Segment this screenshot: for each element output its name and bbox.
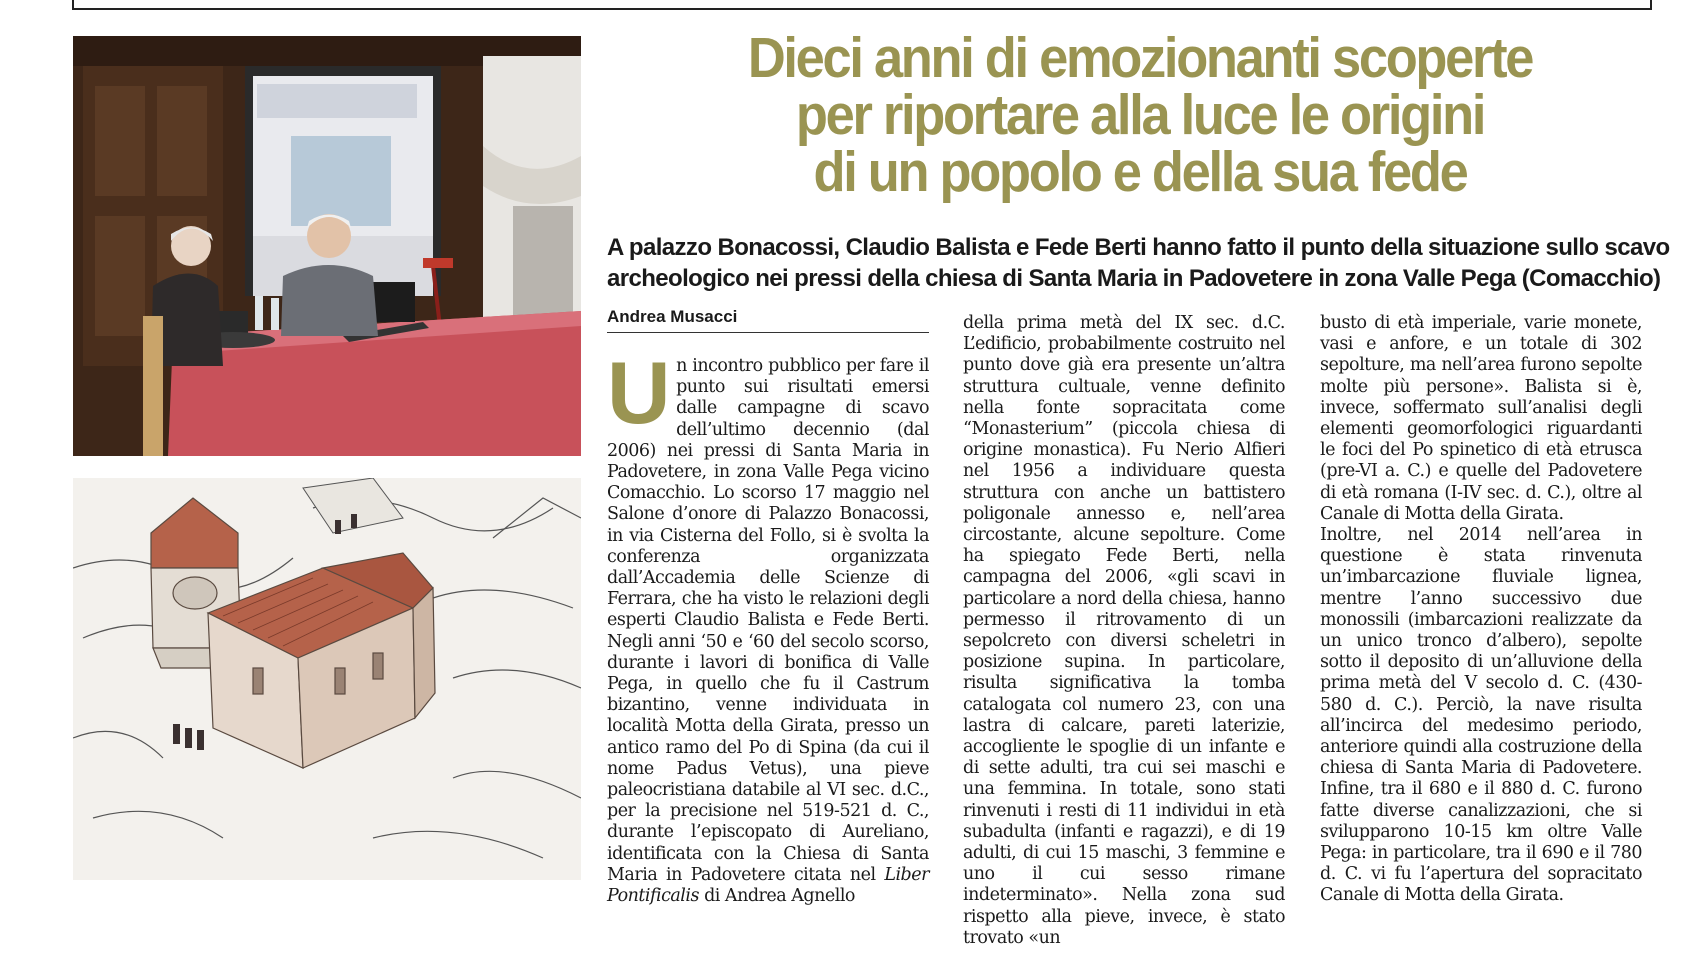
- author-byline: Andrea Musacci: [607, 306, 929, 333]
- column-1-tail: di Andrea Agnello: [699, 886, 855, 907]
- subhead-line-1: A palazzo Bonacossi, Claudio Balista e Fede Berti hanno fatto il punto della situazione sullo scavo: [607, 234, 1670, 261]
- church-reconstruction-drawing: [73, 478, 581, 880]
- headline-line-1: Dieci anni di emozionanti scoperte: [747, 26, 1533, 90]
- article-headline: [662, 26, 1619, 204]
- drop-cap: U: [607, 343, 671, 442]
- column-2-text: della prima metà del IX sec. d.C. L’edificio, probabilmente costruito nel punto dove già era presente un’altra struttura cultuale, venne definito nella fonte sopracitata come “Monasterium” (piccola chiesa di origine monastica). Fu Nerio Alfieri nel 1956 a individuare questa struttura con anche un battistero poligonale annesso e, nell’area circostante, alcune sepolture. Come ha spiegato Fede Berti, nella campagna del 2006, «gli scavi in particolare a nord della chiesa, hanno permesso il ritrovamento di un sepolcreto con diversi scheletri in posizione supina. In particolare, risulta significativa la tomba catalogata col numero 23, con una lastra di calcare, pareti laterizie, accogliente le spoglie di un infante e di sette adulti, tra cui sei maschi e una femmina. In totale, sono stati rinvenuti i resti di 11 individui in età subadulta (infanti e ragazzi), e di 19 adulti, di cui 15 maschi, 3 femmine e uno il cui sesso rimane indeterminato». Nella zona sud rispetto alla pieve, invece, è stato trovato «un: [963, 313, 1285, 948]
- top-frame-border: [72, 0, 1652, 10]
- column-3-paragraph-2: Inoltre, nel 2014 nell’area in questione è stata rinvenuta un’imbarcazione fluviale lignea, mentre l’anno successivo due monossili (imbarcazioni realizzate da un unico tronco d’albero), sepolte sotto il deposito di un’alluvione della prima metà del V secolo d. C. (430-580 d. C.). Perciò, la nave risulta all’incirca del medesimo periodo, anteriore quindi alla costruzione della chiesa di Santa Maria di Padovetere. Infine, tra il 680 e il 880 d. C. furono fatte diverse canalizzazioni, che si svilupparono 10-15 km oltre Valle Pega: in particolare, tra il 690 e il 780 d. C. vi fu l’apertura del sopracitato Canale di Motta della Girata.: [1320, 525, 1642, 906]
- article-column-1: [607, 343, 929, 907]
- column-3-paragraph-1: busto di età imperiale, varie monete, vasi e anfore, e un totale di 302 sepolture, ma nell’area furono sepolte molte più persone». Balista si è, invece, soffermato sull’analisi degli elementi geomorfologici riguardanti le foci del Po spinetico di età etrusca (pre-VI a. C.) e quelle del Padovetere di età romana (I-IV sec. d. C.), oltre al Canale di Motta della Girata.: [1320, 313, 1642, 524]
- liber-pontificalis-title: Liber Pontificalis: [607, 864, 929, 907]
- article-subheadline: [607, 232, 1670, 294]
- article-column-2: [963, 313, 1285, 949]
- conference-photo: [73, 36, 581, 456]
- article-column-3: [1320, 313, 1642, 907]
- headline-line-3: di un popolo e della sua fede: [813, 140, 1467, 204]
- column-1-text: n incontro pubblico per fare il punto sui risultati emersi dalle campagne di scavo dell’ultimo decennio (dal 2006) nei pressi di Santa Maria in Padovetere, in zona Valle Pega vicino Comacchio. Lo scorso 17 maggio nel Salone d’onore di Palazzo Bonacossi, in via Cisterna del Follo, si è svolta la conferenza organizzata dall’Accademia delle Scienze di Ferrara, che ha visto le relazioni degli esperti Claudio Balista e Fede Berti. Negli anni ‘50 e ‘60 del secolo scorso, durante i lavori di bonifica di Valle Pega, in quello che fu il Castrum bizantino, venne individuata in località Motta della Girata, presso un antico ramo del Po di Spina (da cui il nome Padus Vetus), una pieve paleocristiana databile al VI sec. d.C., per la precisione nel 519-521 d. C., durante l’episcopato di Aureliano, identificata con la Chiesa di Santa Maria in Padovetere citata nel: [607, 356, 929, 885]
- headline-line-2: per riportare alla luce le origini: [795, 83, 1485, 147]
- subhead-line-2: archeologico nei pressi della chiesa di Santa Maria in Padovetere in zona Valle Pega (Comacchio): [607, 265, 1661, 292]
